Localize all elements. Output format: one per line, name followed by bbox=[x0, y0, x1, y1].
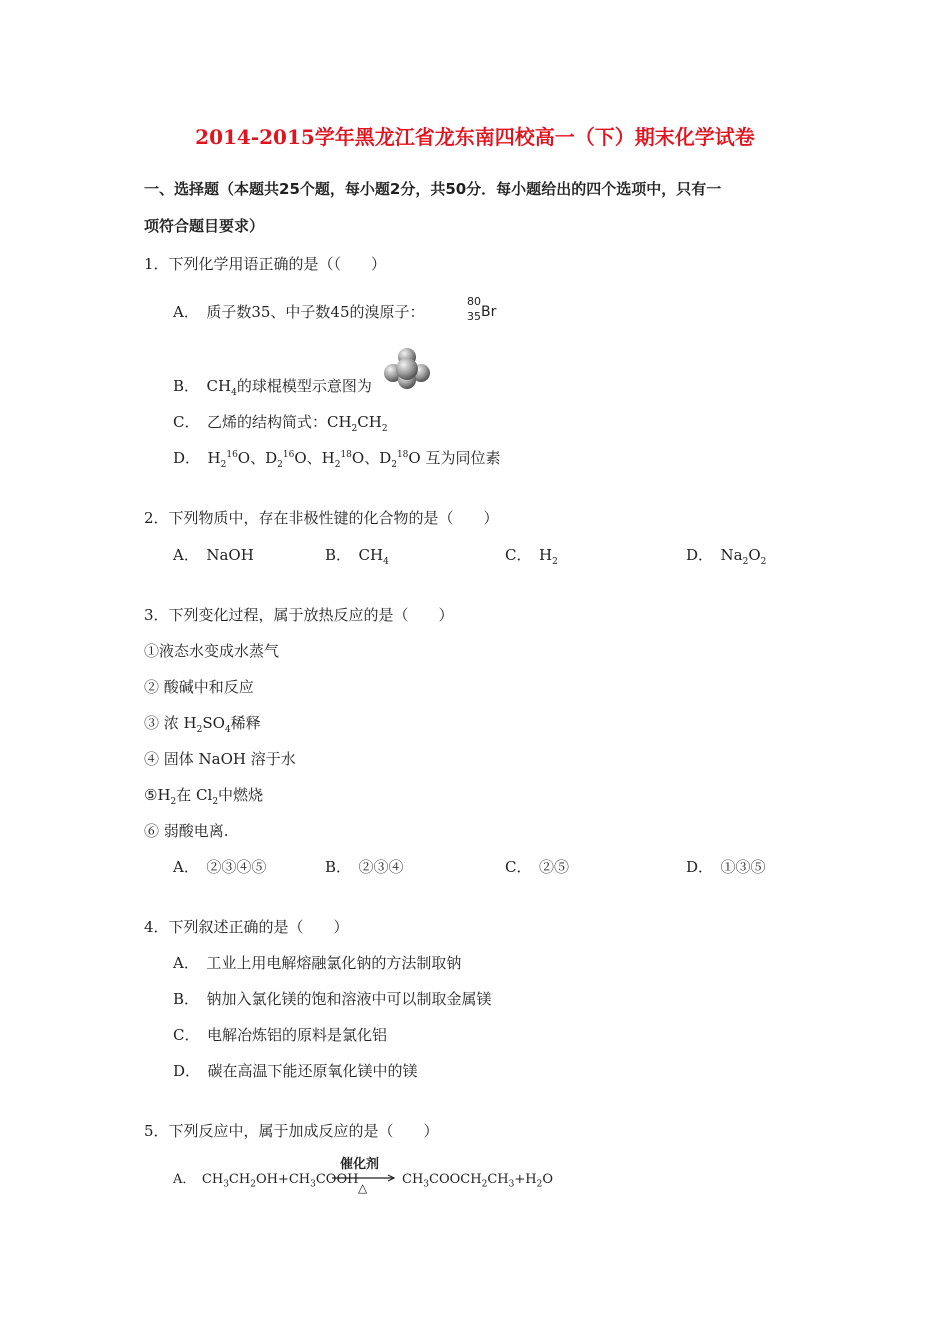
q1-d-sub: 2 bbox=[220, 460, 227, 470]
q3-option-d: D． ①③⑤ bbox=[686, 858, 766, 876]
q1-d-sup: 18 bbox=[340, 450, 352, 460]
reaction-arrow bbox=[332, 1157, 398, 1197]
q2-d-sub: 2 bbox=[742, 557, 749, 567]
q1-option-a: A． 质子数35、中子数45的溴原子： bbox=[173, 303, 425, 321]
q1-stem: 1．下列化学用语正确的是（（ ） bbox=[144, 255, 387, 273]
q1-c-sub2: 2 bbox=[381, 424, 388, 434]
q3-item-2: ② 酸碱中和反应 bbox=[144, 678, 254, 696]
q5-a-prod-text: CH bbox=[402, 1172, 424, 1187]
q1-d-sup: 16 bbox=[226, 450, 238, 460]
q1-d-text: D． H bbox=[173, 449, 221, 467]
q5-a-prod-text: COOCH bbox=[429, 1172, 482, 1187]
q1-option-d bbox=[173, 448, 500, 468]
q4-option-d: D． 碳在高温下能还原氧化镁中的镁 bbox=[173, 1062, 418, 1080]
q3-i3-sub: 2 bbox=[196, 725, 203, 735]
q5-a-prod-text: O bbox=[542, 1172, 553, 1187]
q5-option-a-products bbox=[402, 1170, 553, 1190]
q3-option-a: A． ②③④⑤ bbox=[173, 858, 267, 876]
q4-option-a: A． 工业上用电解熔融氯化钠的方法制取钠 bbox=[173, 954, 462, 972]
q2-d-sub2: 2 bbox=[760, 557, 767, 567]
q2-option-c bbox=[505, 545, 558, 565]
q1-d-sub: 2 bbox=[391, 460, 397, 470]
q5-a-sub: 2 bbox=[250, 1179, 256, 1190]
section-heading-line1: 一、选择题（本题共25个题，每小题2分，共50分．每小题给出的四个选项中，只有一 bbox=[144, 180, 722, 198]
q1-option-b bbox=[173, 376, 372, 396]
q1-c-sub: 2 bbox=[351, 424, 358, 434]
q5-a-prod-sub: 2 bbox=[481, 1179, 488, 1190]
catalyst-label: 催化剂 bbox=[340, 1157, 380, 1172]
q2-d-text: D． Na bbox=[686, 546, 743, 564]
q1-c-text2: CH bbox=[357, 413, 382, 431]
q1-b-text2: 的球棍模型示意图为 bbox=[236, 377, 372, 395]
q2-c-sub: 2 bbox=[552, 557, 558, 567]
q5-a-sub: 3 bbox=[310, 1179, 316, 1190]
q2-c-text: C． H bbox=[505, 546, 553, 564]
q2-option-b bbox=[325, 545, 389, 565]
q4-option-b: B． 钠加入氯化镁的饱和溶液中可以制取金属镁 bbox=[173, 990, 492, 1008]
q3-item-6: ⑥ 弱酸电离. bbox=[144, 822, 229, 840]
atomic-number: 35 bbox=[467, 310, 481, 323]
q3-i5-text3: 中燃烧 bbox=[218, 786, 264, 804]
page-title: 2014-2015学年黑龙江省龙东南四校高一（下）期末化学试卷 bbox=[195, 125, 755, 149]
q3-item-4: ④ 固体 NaOH 溶于水 bbox=[144, 750, 296, 768]
q3-option-c: C． ②⑤ bbox=[505, 858, 569, 876]
q3-item-3 bbox=[144, 713, 261, 733]
bromine-nuclide-symbol bbox=[467, 296, 507, 328]
q5-stem: 5．下列反应中，属于加成反应的是（ ） bbox=[144, 1122, 439, 1140]
q5-a-sub: 3 bbox=[223, 1179, 229, 1190]
q2-option-d bbox=[686, 545, 766, 565]
q3-i3-sub2: 4 bbox=[224, 725, 231, 735]
q3-i3-text3: 稀释 bbox=[230, 714, 261, 732]
q2-option-a: A． NaOH bbox=[173, 546, 254, 564]
q5-a-text: OH+CH bbox=[255, 1172, 311, 1187]
q3-item-1: ①液态水变成水蒸气 bbox=[144, 642, 280, 660]
q1-d-text: O、D bbox=[237, 449, 278, 467]
q5-a-text: A． CH bbox=[173, 1172, 224, 1187]
q1-d-sup: 18 bbox=[396, 450, 409, 460]
q5-option-a-reactants bbox=[173, 1170, 358, 1190]
ball-and-stick-model-icon bbox=[383, 347, 431, 391]
q1-d-text: O 互为同位素 bbox=[408, 449, 501, 467]
q5-a-prod-sub: 2 bbox=[536, 1179, 543, 1190]
element-symbol: Br bbox=[481, 304, 497, 320]
q5-a-text: CH bbox=[228, 1172, 251, 1187]
q2-d-text2: O bbox=[748, 546, 761, 564]
q1-b-sub: 4 bbox=[231, 388, 237, 398]
q3-i5-sub: 2 bbox=[170, 797, 177, 807]
q3-item-5 bbox=[144, 785, 263, 805]
q5-a-prod-text: +H bbox=[514, 1172, 537, 1187]
q2-stem: 2．下列物质中，存在非极性键的化合物的是（ ） bbox=[144, 509, 499, 527]
q3-i5-sub2: 2 bbox=[212, 797, 219, 807]
q3-stem: 3．下列变化过程，属于放热反应的是（ ） bbox=[144, 606, 454, 624]
q2-b-text: B． CH bbox=[325, 546, 384, 564]
heat-symbol: △ bbox=[358, 1181, 368, 1195]
q1-d-sub: 2 bbox=[277, 460, 283, 470]
q3-option-b: B． ②③④ bbox=[325, 858, 404, 876]
q5-a-prod-sub: 3 bbox=[508, 1179, 515, 1190]
section-heading-line2: 项符合题目要求） bbox=[144, 217, 265, 235]
q3-i3-text2: SO bbox=[202, 714, 225, 732]
q1-d-sup: 16 bbox=[282, 450, 295, 460]
q4-option-c: C． 电解冶炼铝的原料是氯化铝 bbox=[173, 1026, 387, 1044]
mass-number: 80 bbox=[467, 295, 481, 308]
q1-d-sub: 2 bbox=[334, 460, 341, 470]
q1-c-text: C． 乙烯的结构简式：CH bbox=[173, 413, 352, 431]
q3-i3-text: ③ 浓 H bbox=[144, 714, 197, 732]
q3-i5-text2: 在 Cl bbox=[176, 786, 213, 804]
q5-a-text: COOH bbox=[315, 1172, 359, 1187]
q1-option-c bbox=[173, 412, 388, 432]
q3-i5-text: ⑤H bbox=[144, 786, 171, 804]
q5-a-prod-text: CH bbox=[487, 1172, 509, 1187]
q1-b-text: B． CH bbox=[173, 377, 232, 395]
q1-d-text: O、D bbox=[351, 449, 392, 467]
q4-stem: 4．下列叙述正确的是（ ） bbox=[144, 918, 349, 936]
q5-a-prod-sub: 3 bbox=[423, 1179, 430, 1190]
q2-b-sub: 4 bbox=[383, 557, 389, 567]
q1-d-text: O、H bbox=[294, 449, 335, 467]
